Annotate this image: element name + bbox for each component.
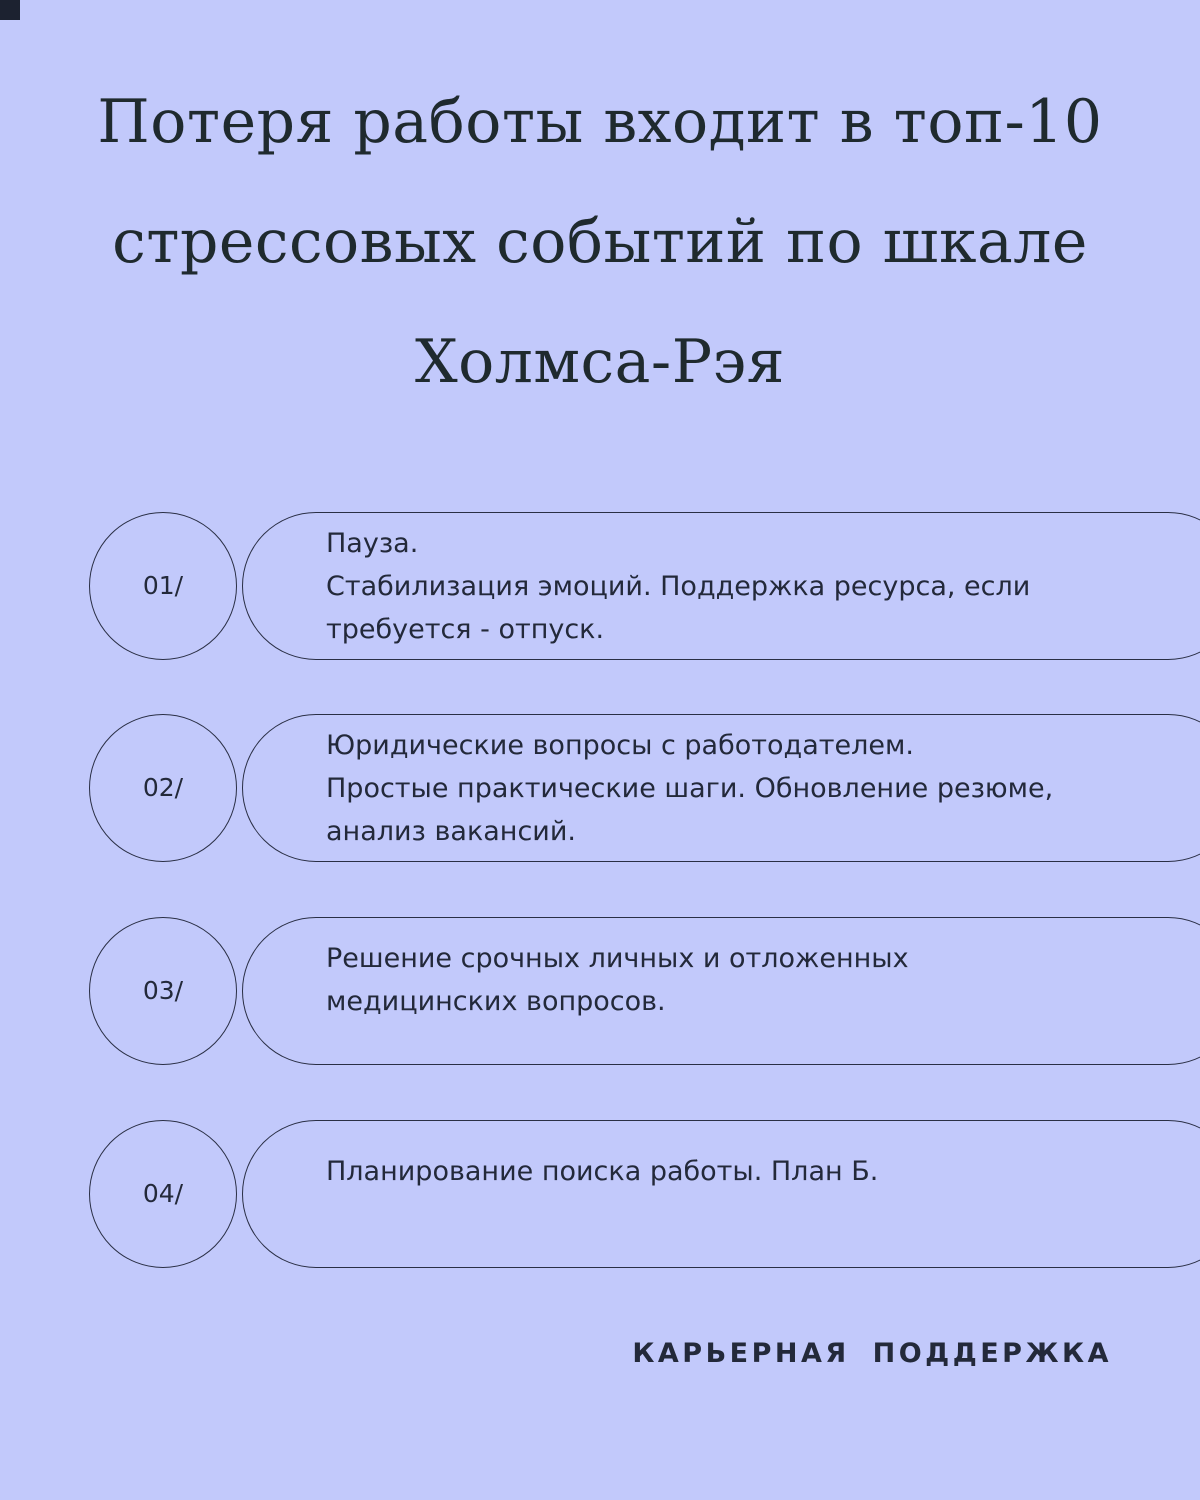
step-number: 03/ xyxy=(142,976,184,1005)
step-item xyxy=(0,917,1200,1069)
step-pill-outline xyxy=(242,1120,1200,1268)
footer-brand: КАРЬЕРНАЯ ПОДДЕРЖКА xyxy=(632,1338,1112,1369)
step-item xyxy=(0,512,1200,664)
step-number: 04/ xyxy=(142,1179,184,1208)
step-item xyxy=(0,1120,1200,1272)
page-title: Потеря работы входит в топ-10 стрессовых событий по шкале Холмса-Рэя xyxy=(97,87,1103,397)
step-number: 01/ xyxy=(142,571,184,600)
step-text: Решение срочных личных и отложенных медицинских вопросов. xyxy=(326,943,909,1017)
step-text: Пауза. Стабилизация эмоций. Поддержка ресурса, если требуется - отпуск. xyxy=(326,528,1031,645)
step-number: 02/ xyxy=(142,773,184,802)
step-item xyxy=(0,714,1200,866)
step-text: Планирование поиска работы. План Б. xyxy=(326,1156,879,1187)
step-text: Юридические вопросы с работодателем. Простые практические шаги. Обновление резюме, анализ вакансий. xyxy=(326,730,1054,847)
